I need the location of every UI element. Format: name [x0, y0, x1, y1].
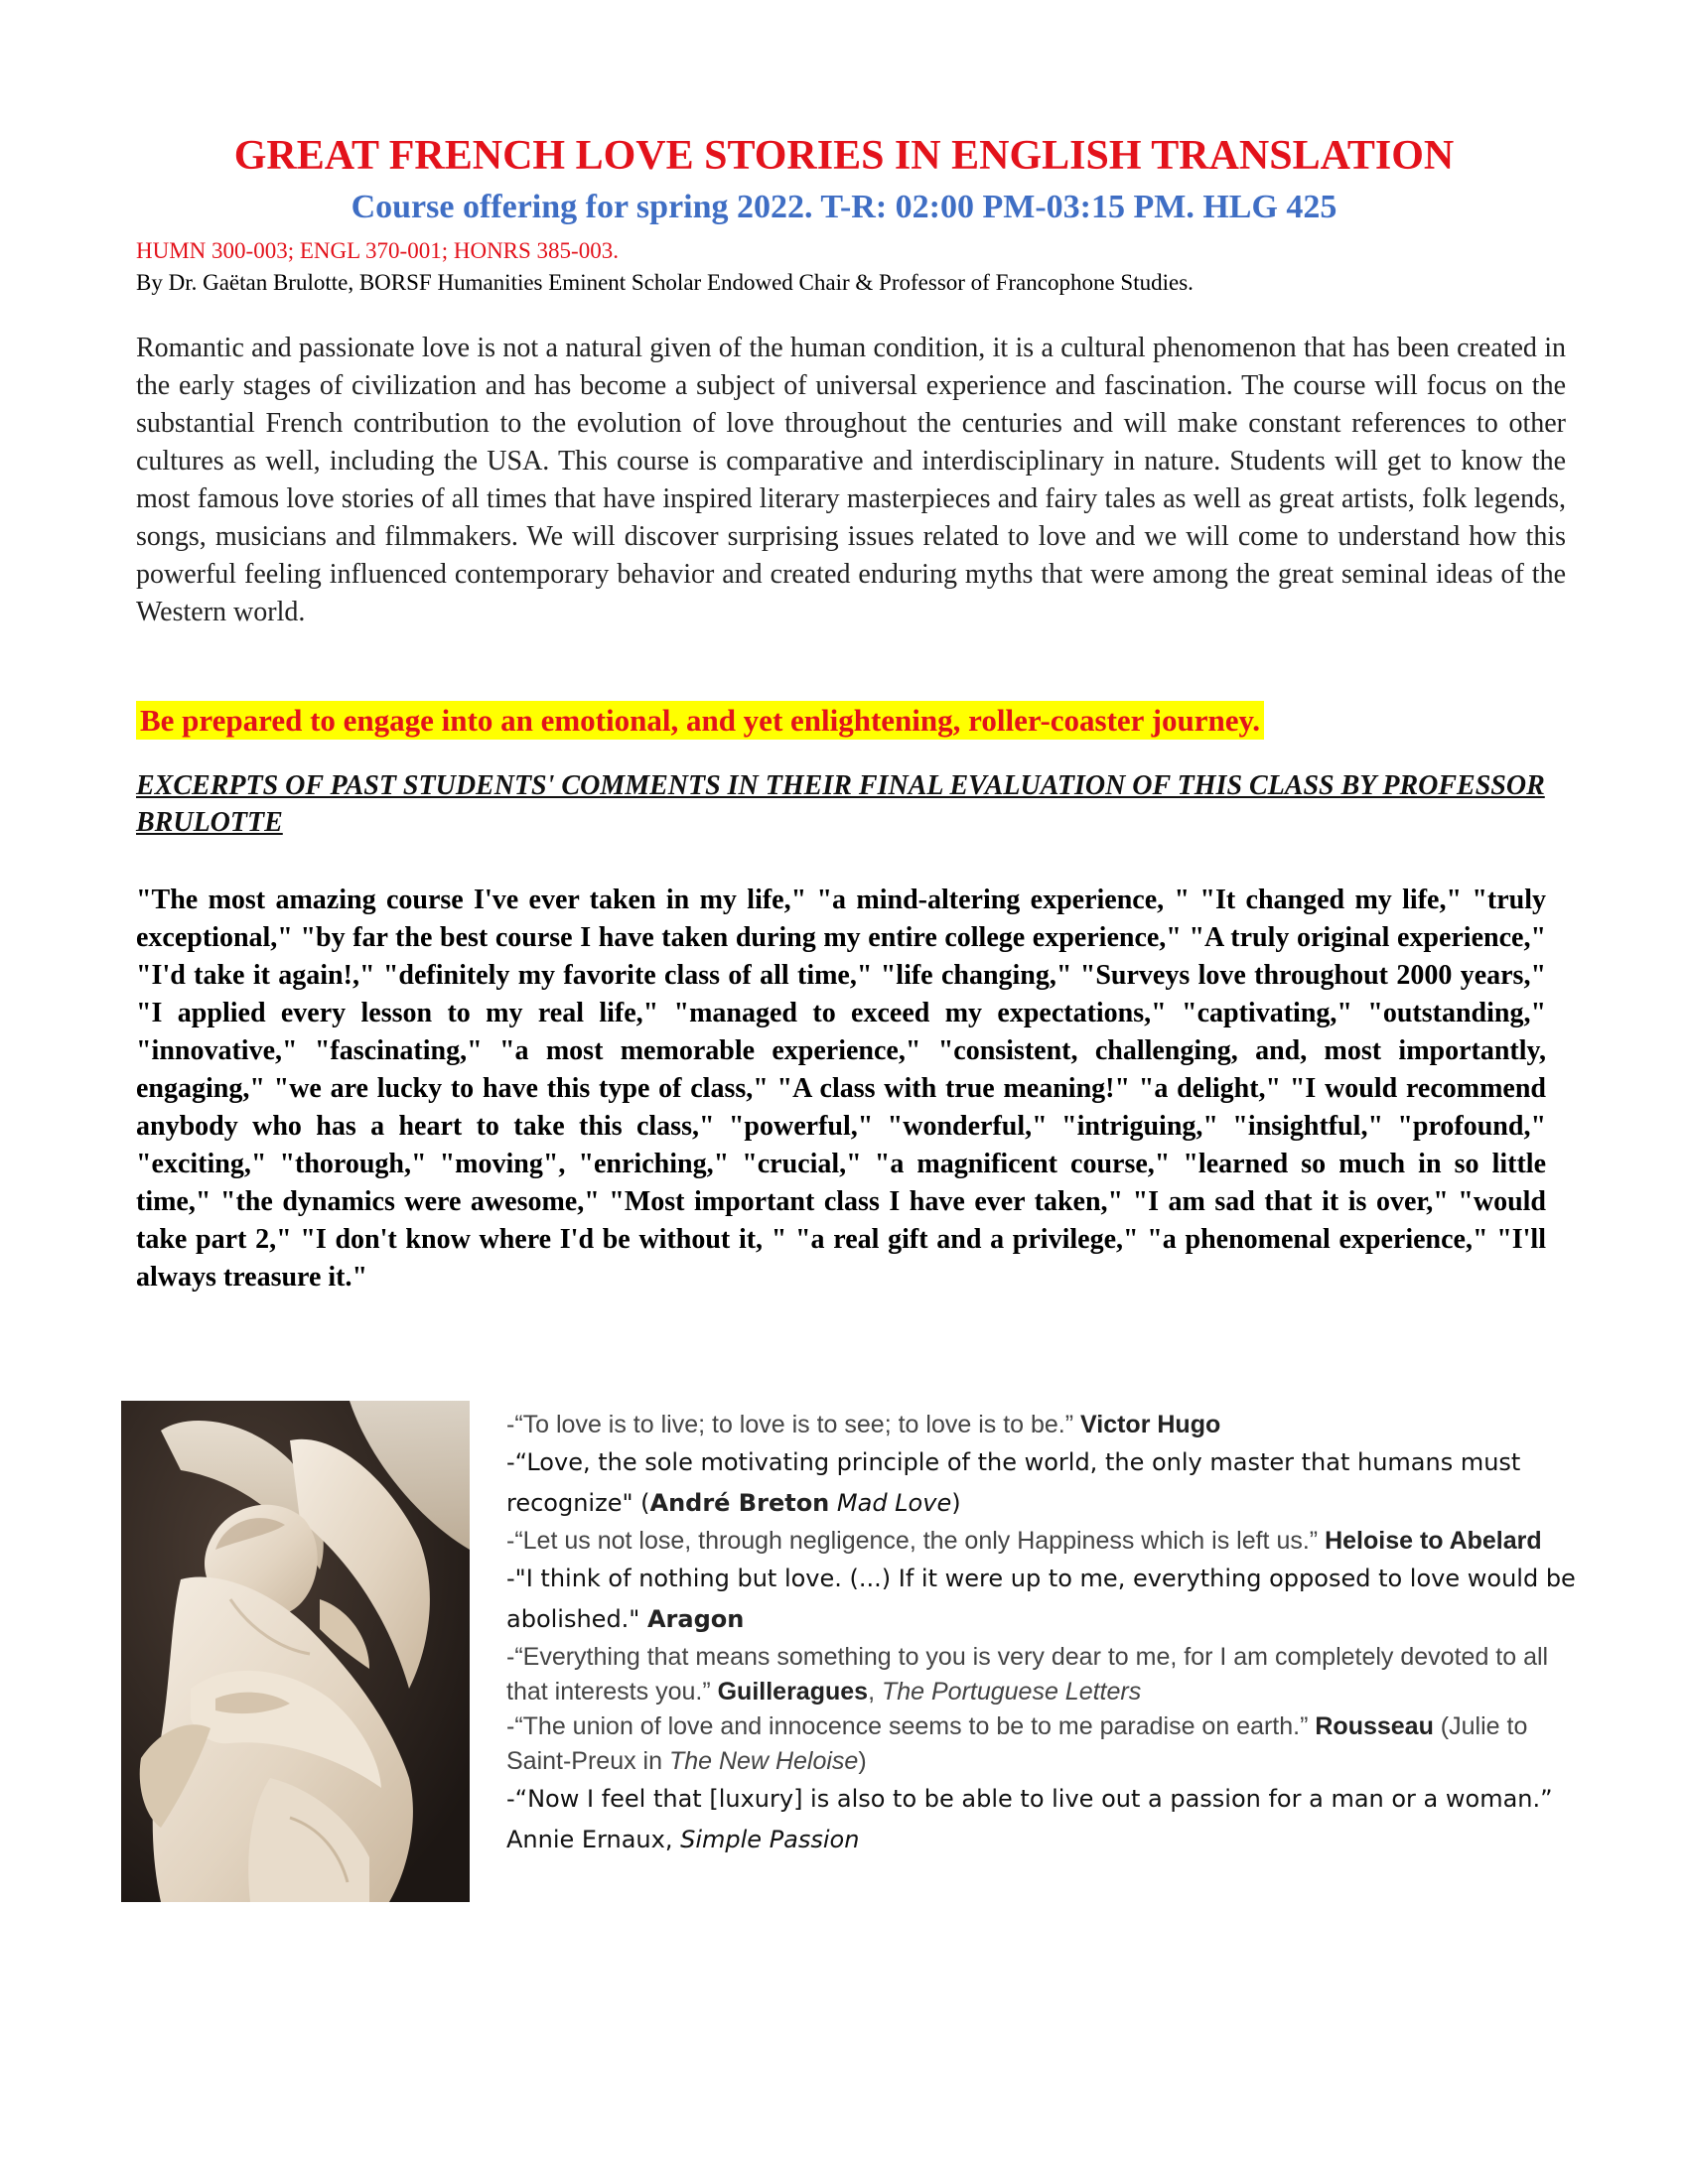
- course-codes: HUMN 300-003; ENGL 370-001; HONRS 385-003.: [136, 238, 619, 263]
- highlight-callout: [136, 702, 1566, 739]
- quote-author: Rousseau: [1315, 1712, 1434, 1740]
- quote-item: -“Love, the sole motivating principle of the world, the only master that humans must recognize" (André Breton Mad Love): [506, 1448, 1521, 1517]
- excerpts-heading: EXCERPTS OF PAST STUDENTS' COMMENTS IN THEIR FINAL EVALUATION OF THIS CLASS BY PROFESSOR BRULOTTE: [136, 770, 1545, 838]
- quote-item: -“Everything that means something to you is very dear to me, for I am completely devoted to all that interests you.” Guilleragues, The Portuguese Letters: [506, 1643, 1549, 1706]
- quote-item: -“To love is to live; to love is to see; to love is to be.” Victor Hugo: [506, 1411, 1221, 1438]
- quote-author: Heloise to Abelard: [1325, 1527, 1542, 1555]
- student-comments: "The most amazing course I've ever taken in my life," "a mind-altering experience, " "It changed my life," "truly exceptional," "by far the best course I have taken during my entire college experience," "A truly original experience," "I'd take it again!," "definitely my favorite class of all time," "life changing," "Surveys love throughout 2000 years," "I applied every lesson to my real life," "managed to exceed my expectations," "captivating," "outstanding," "innovative," "fascinating," "a most memorable experience," "consistent, challenging, and, most importantly, engaging," "we are lucky to have this type of class," "A class with true meaning!" "a delight," "I would recommend anybody who has a heart to take this class," "powerful," "wonderful," "intriguing," "insightful," "profound," "exciting," "thorough," "moving", "enriching," "crucial," "a magnificent course," "learned so much in so little time," "the dynamics were awesome," "Most important class I have ever taken," "I am sad that it is over," "would take part 2," "I don't know where I'd be without it, " "a real gift and a privilege," "a phenomenal experience," "I'll always treasure it.": [136, 885, 1546, 1293]
- instructor-byline: By Dr. Gaëtan Brulotte, BORSF Humanities Eminent Scholar Endowed Chair & Professor of Francophone Studies.: [136, 270, 1194, 295]
- quote-item: -"I think of nothing but love. (...) If it were up to me, everything opposed to love would be abolished." Aragon: [506, 1565, 1576, 1633]
- callout-text: Be prepared to engage into an emotional, and yet enlightening, roller-coaster journey.: [136, 701, 1264, 740]
- quote-work: The Portuguese Letters: [881, 1678, 1142, 1706]
- quote-author: Guilleragues: [717, 1678, 869, 1706]
- page-title: GREAT FRENCH LOVE STORIES IN ENGLISH TRANSLATION: [233, 133, 1455, 179]
- quotes-list: [506, 1408, 1579, 1860]
- quote-work: Simple Passion: [680, 1826, 860, 1853]
- quote-author: Aragon: [646, 1605, 745, 1633]
- statue-image: [121, 1401, 470, 1902]
- quote-item: -“The union of love and innocence seems to be to me paradise on earth.” Rousseau (Julie to Saint-Preux in The New Heloise): [506, 1712, 1528, 1775]
- course-description: Romantic and passionate love is not a natural given of the human condition, it is a cultural phenomenon that has been created in the early stages of civilization and has become a subject of universal experience and fascination. The course will focus on the substantial French contribution to the evolution of love throughout the centuries and will make constant references to other cultures as well, including the USA. This course is comparative and interdisciplinary in nature. Students will get to know the most famous love stories of all times that have inspired literary masterpieces and fairy tales as well as great artists, folk legends, songs, musicians and filmmakers. We will discover surprising issues related to love and we will come to understand how this powerful feeling influenced contemporary behavior and created enduring myths that were among the great seminal ideas of the Western world.: [136, 333, 1566, 627]
- statue-icon: [121, 1401, 470, 1902]
- quote-work: Mad Love: [836, 1489, 952, 1517]
- quote-author: Victor Hugo: [1080, 1411, 1221, 1438]
- quote-work: The New Heloise: [668, 1747, 859, 1775]
- quote-author: André Breton: [649, 1489, 830, 1517]
- course-schedule: Course offering for spring 2022. T-R: 02:00 PM-03:15 PM. HLG 425: [351, 189, 1337, 225]
- quote-item: -“Now I feel that [luxury] is also to be able to live out a passion for a man or a woman.” Annie Ernaux, Simple Passion: [506, 1785, 1553, 1853]
- quote-item: -“Let us not lose, through negligence, the only Happiness which is left us.” Heloise to Abelard: [506, 1527, 1542, 1555]
